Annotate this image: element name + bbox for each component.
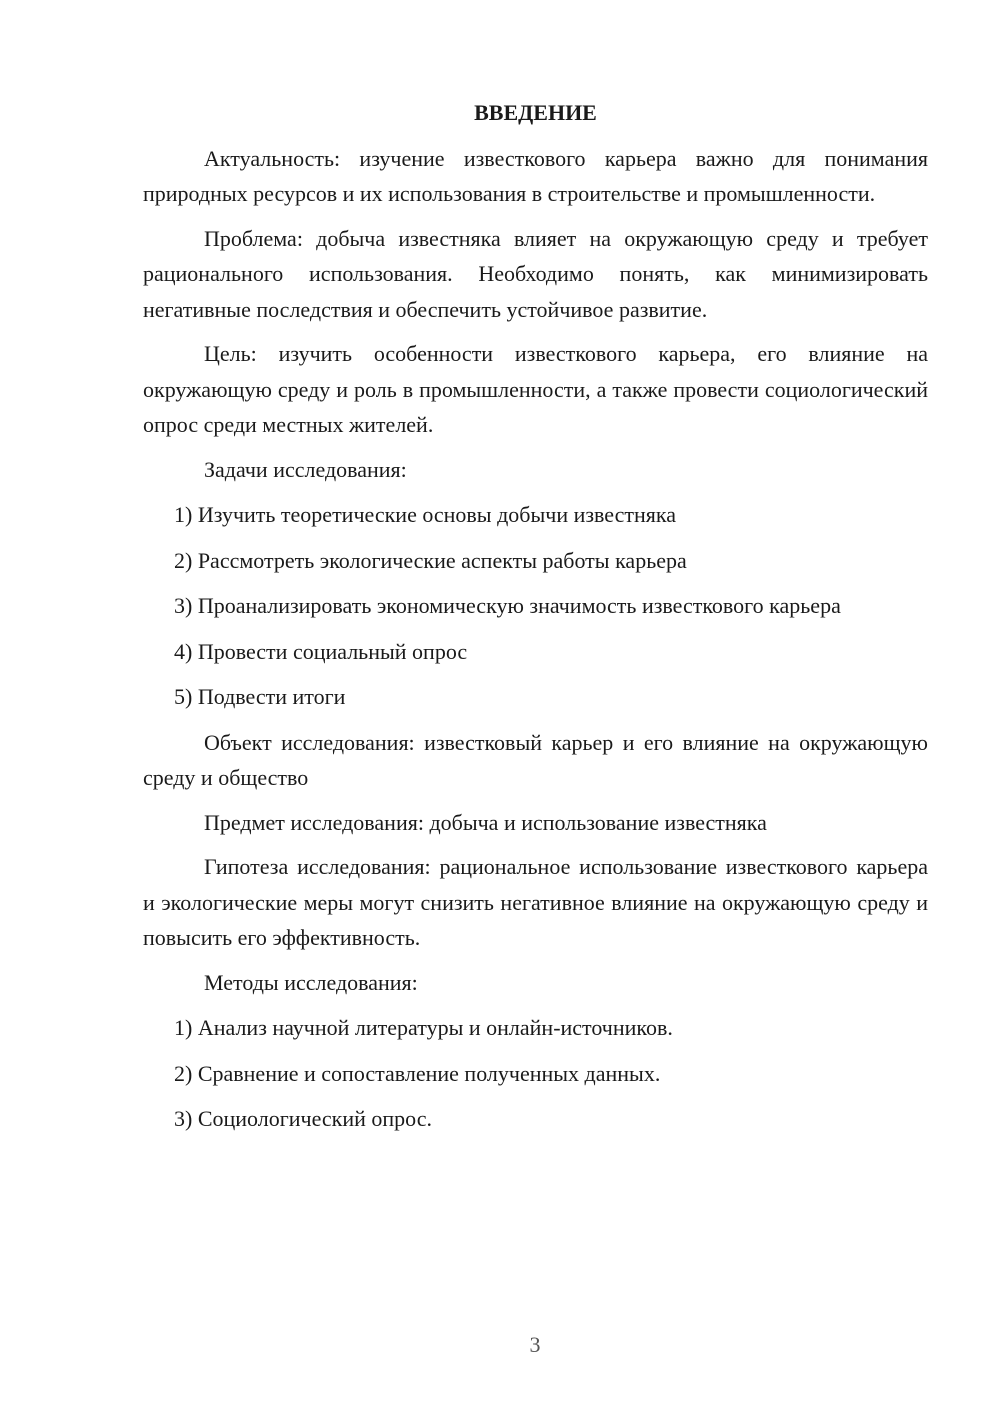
page-number: 3 bbox=[529, 1332, 541, 1357]
tasks-heading: Задачи исследования: bbox=[204, 456, 407, 482]
method-item-1: 1) Анализ научной литературы и онлайн-источников. bbox=[174, 1015, 673, 1040]
task-item-1: 1) Изучить теоретические основы добычи известняка bbox=[174, 502, 677, 527]
relevance-paragraph: Актуальность: изучение известкового карьера важно для понимания природных ресурсов и их использования в строительстве и промышленности. bbox=[143, 145, 928, 206]
task-item-3: 3) Проанализировать экономическую значимость известкового карьера bbox=[174, 593, 841, 618]
method-item-2: 2) Сравнение и сопоставление полученных данных. bbox=[174, 1060, 661, 1086]
task-item-4: 4) Провести социальный опрос bbox=[174, 638, 468, 664]
method-item-3: 3) Социологический опрос. bbox=[174, 1106, 432, 1131]
methods-heading: Методы исследования: bbox=[204, 969, 418, 995]
object-paragraph: Объект исследования: известковый карьер и его влияние на окружающую среду и общество bbox=[143, 729, 928, 790]
task-item-5: 5) Подвести итоги bbox=[174, 684, 346, 709]
page-title: ВВЕДЕНИЕ bbox=[474, 100, 597, 125]
subject-paragraph: Предмет исследования: добыча и использование известняка bbox=[204, 809, 767, 835]
page-content bbox=[143, 95, 928, 1147]
hypothesis-paragraph: Гипотеза исследования: рациональное использование известкового карьера и экологические меры могут снизить негативное влияние на окружающую среду и повысить его эффективность. bbox=[143, 854, 928, 950]
goal-paragraph: Цель: изучить особенности известкового карьера, его влияние на окружающую среду и роль в промышленности, а также провести социологический опрос среди местных жителей. bbox=[143, 341, 928, 437]
task-item-2: 2) Рассмотреть экологические аспекты работы карьера bbox=[174, 547, 687, 573]
problem-paragraph: Проблема: добыча известняка влияет на окружающую среду и требует рационального использования. Необходимо понять, как минимизировать негативные последствия и обеспечить устойчивое развитие. bbox=[143, 225, 928, 322]
